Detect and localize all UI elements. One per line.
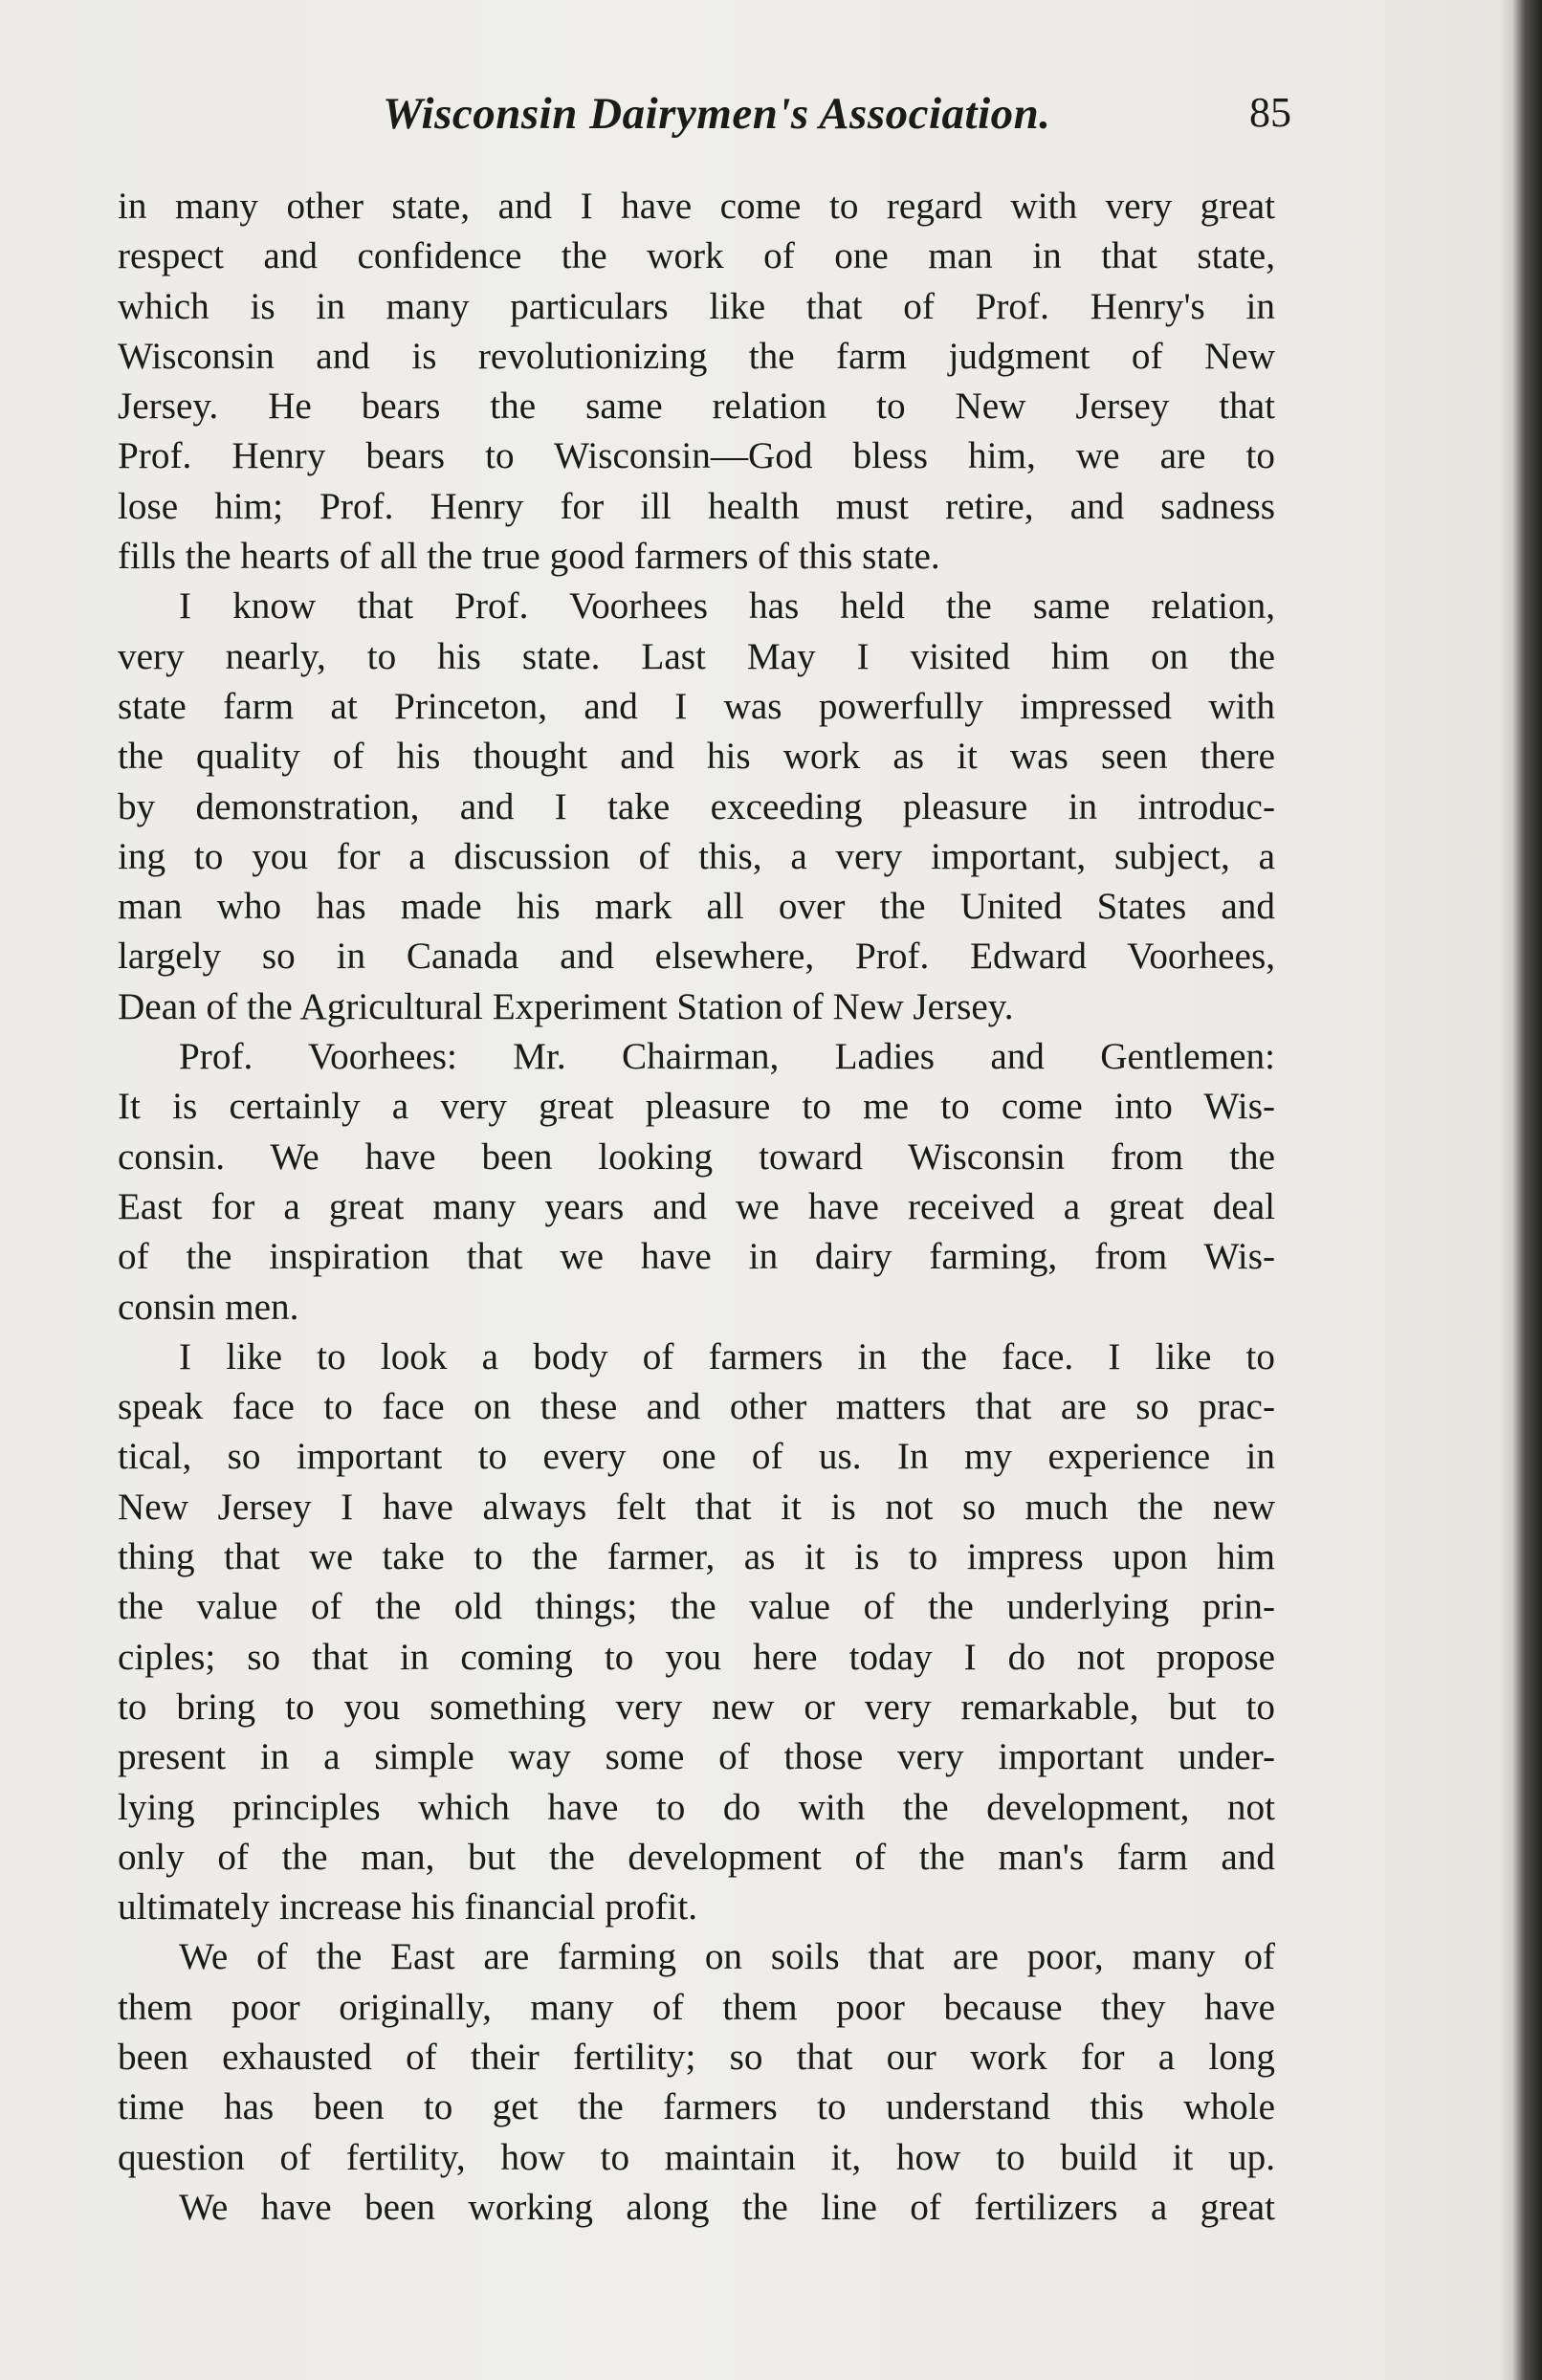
text-line: We have been working along the line of fertilizers a great [179, 2186, 1275, 2228]
text-line: the quality of his thought and his work as it was seen there [118, 736, 1275, 778]
text-line: of the inspiration that we have in dairy farming, from Wis- [118, 1236, 1275, 1278]
text-line: ultimately increase his financial profit. [118, 1886, 698, 1928]
text-line: lying principles which have to do with the development, not [118, 1786, 1275, 1828]
text-line: very nearly, to his state. Last May I visited him on the [118, 635, 1275, 677]
text-line: respect and confidence the work of one man in that state, [118, 235, 1275, 277]
text-line: time has been to get the farmers to understand this whole [118, 2086, 1275, 2128]
text-line: state farm at Princeton, and I was powerfully impressed with [118, 685, 1275, 727]
text-line: Wisconsin and is revolutionizing the farm judgment of New [118, 335, 1275, 377]
text-line: New Jersey I have always felt that it is not so much the new [118, 1486, 1275, 1528]
text-line: the value of the old things; the value of the underlying prin- [118, 1586, 1275, 1628]
text-line: by demonstration, and I take exceeding pleasure in introduc- [118, 785, 1275, 827]
body-text [118, 182, 1275, 2233]
text-line: ciples; so that in coming to you here today I do not propose [118, 1636, 1275, 1678]
text-line: man who has made his mark all over the United States and [118, 886, 1275, 928]
text-line: consin. We have been looking toward Wisconsin from the [118, 1135, 1275, 1178]
text-line: Prof. Voorhees: Mr. Chairman, Ladies and Gentlemen: [179, 1036, 1275, 1078]
text-line: ing to you for a discussion of this, a very important, subject, a [118, 835, 1275, 877]
page-number: 85 [1249, 89, 1291, 136]
text-line: which is in many particulars like that of Prof. Henry's in [118, 285, 1275, 327]
text-line: Prof. Henry bears to Wisconsin—God bless him, we are to [118, 435, 1275, 477]
text-line: in many other state, and I have come to regard with very great [118, 186, 1275, 227]
page-edge-shadow [1500, 0, 1542, 2380]
text-line: lose him; Prof. Henry for ill health must retire, and sadness [118, 485, 1275, 527]
text-line: East for a great many years and we have received a great deal [118, 1185, 1275, 1227]
text-line: present in a simple way some of those very important under- [118, 1736, 1275, 1778]
text-line: speak face to face on these and other matters that are so prac- [118, 1386, 1275, 1428]
text-line: consin men. [118, 1286, 299, 1328]
text-line: Dean of the Agricultural Experiment Station of New Jersey. [118, 985, 1014, 1027]
text-line: tical, so important to every one of us. In my experience in [118, 1436, 1275, 1478]
running-title: Wisconsin Dairymen's Association. [383, 89, 1051, 139]
text-line: to bring to you something very new or very remarkable, but to [118, 1686, 1275, 1728]
text-line: It is certainly a very great pleasure to me to come into Wis- [118, 1086, 1275, 1128]
text-line: thing that we take to the farmer, as it is to impress upon him [118, 1536, 1275, 1578]
text-line: question of fertility, how to maintain it, how to build it up. [118, 2136, 1275, 2178]
text-line: only of the man, but the development of the man's farm and [118, 1836, 1275, 1878]
text-line: been exhausted of their fertility; so that our work for a long [118, 2036, 1275, 2078]
text-line: I like to look a body of farmers in the face. I like to [179, 1335, 1275, 1377]
text-line: I know that Prof. Voorhees has held the same relation, [179, 585, 1275, 628]
text-line: Jersey. He bears the same relation to New Jersey that [118, 386, 1275, 428]
text-line: fills the hearts of all the true good farmers of this state. [118, 536, 940, 578]
text-line: We of the East are farming on soils that are poor, many of [179, 1936, 1275, 1978]
text-line: them poor originally, many of them poor because they have [118, 1986, 1275, 2028]
text-line: largely so in Canada and elsewhere, Prof. Edward Voorhees, [118, 936, 1275, 978]
running-head [115, 88, 1291, 145]
